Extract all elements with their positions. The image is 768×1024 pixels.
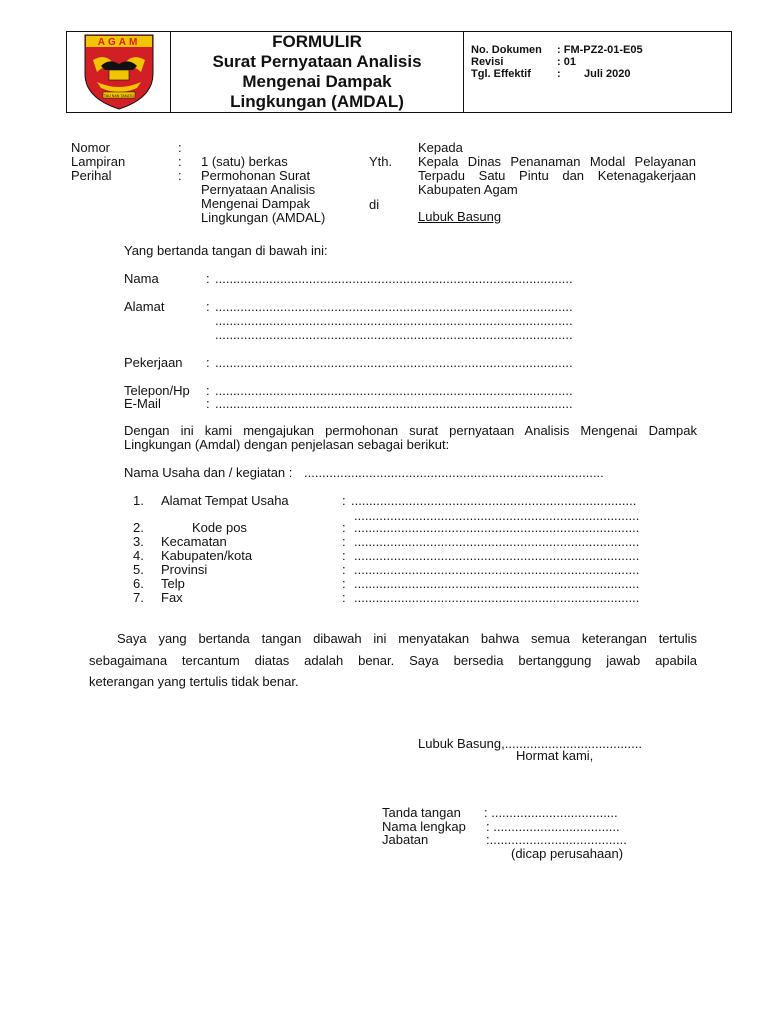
- form-title-line-2: Surat Pernyataan Analisis: [212, 52, 422, 71]
- telepon-label: Telepon/Hp: [124, 383, 190, 398]
- emblem-text: AGAM: [97, 37, 141, 48]
- alamat-usaha-field-1[interactable]: ...............................................................................: [351, 494, 637, 508]
- nomor-colon: :: [178, 140, 182, 155]
- alamat-field-1[interactable]: ...................................................................................................: [215, 300, 573, 314]
- effective-date-value: Juli 2020: [584, 68, 631, 80]
- nama-label: Nama: [124, 271, 159, 286]
- kecamatan-field[interactable]: ...............................................................................: [354, 535, 640, 549]
- alamat-usaha-field-2[interactable]: ...............................................................................: [354, 509, 640, 523]
- statement-line-3: keterangan yang tertulis tidak benar.: [89, 674, 299, 689]
- business-item-label: Telp: [161, 576, 185, 591]
- email-colon: :: [206, 396, 210, 411]
- alamat-field-2[interactable]: ...................................................................................................: [215, 314, 573, 328]
- perihal-colon: :: [178, 168, 182, 183]
- business-item-label: Fax: [161, 590, 183, 605]
- business-name-field[interactable]: ...................................................................................: [304, 466, 604, 480]
- doc-number-value: : FM-PZ2-01-E05: [557, 44, 643, 56]
- nama-field[interactable]: ...................................................................................................: [215, 272, 573, 286]
- business-item-colon: :: [342, 562, 346, 577]
- request-line-2: Lingkungan (Amdal) dengan penjelasan sebagai berikut:: [124, 437, 450, 452]
- document-header: [66, 31, 732, 113]
- nama-colon: :: [206, 271, 210, 286]
- closing-text: Hormat kami,: [516, 748, 594, 763]
- request-line-1: Dengan ini kami mengajukan permohonan surat pernyataan Analisis Mengenai Dampak: [124, 423, 697, 438]
- alamat-label: Alamat: [124, 299, 165, 314]
- effective-date-label: Tgl. Effektif: [471, 68, 531, 80]
- business-item-num: 3.: [133, 534, 144, 549]
- kode-pos-field[interactable]: ...............................................................................: [354, 521, 640, 535]
- telp-field[interactable]: ...............................................................................: [354, 577, 640, 591]
- business-item-label: Kabupaten/kota: [161, 548, 253, 563]
- kabupaten-field[interactable]: ...............................................................................: [354, 549, 640, 563]
- business-item-num: 2.: [133, 520, 144, 535]
- place-date-line: Lubuk Basung,......................................: [418, 736, 642, 751]
- perihal-line-3: Mengenai Dampak: [201, 196, 311, 211]
- business-item-label: Kecamatan: [161, 534, 227, 549]
- business-item-label: Provinsi: [161, 562, 208, 577]
- nama-lengkap-label: Nama lengkap: [382, 819, 466, 834]
- alamat-colon: :: [206, 299, 210, 314]
- business-item-colon: :: [342, 534, 346, 549]
- business-item-label: Kode pos: [192, 520, 247, 535]
- effective-date-colon: :: [557, 68, 561, 80]
- lampiran-label: Lampiran: [71, 154, 126, 169]
- stamp-note: (dicap perusahaan): [511, 846, 624, 861]
- business-item-colon: :: [342, 590, 346, 605]
- logo-cell: [67, 32, 171, 112]
- alamat-field-3[interactable]: ...................................................................................................: [215, 328, 573, 342]
- jabatan-field[interactable]: :......................................: [486, 832, 627, 847]
- business-item-num: 4.: [133, 548, 144, 563]
- intro-text: Yang bertanda tangan di bawah ini:: [124, 243, 328, 258]
- provinsi-field[interactable]: ...............................................................................: [354, 563, 640, 577]
- pekerjaan-field[interactable]: ...................................................................................................: [215, 356, 573, 370]
- recipient-line-3: Kabupaten Agam: [418, 182, 518, 197]
- statement-line-1: Saya yang bertanda tangan dibawah ini menyatakan bahwa semua keterangan tertulis: [117, 631, 697, 646]
- business-item-colon: :: [342, 493, 346, 508]
- revisi-value: : 01: [557, 56, 576, 68]
- tanda-tangan-label: Tanda tangan: [382, 805, 461, 820]
- lampiran-value: 1 (satu) berkas: [201, 154, 288, 169]
- perihal-line-2: Pernyataan Analisis: [201, 182, 316, 197]
- business-item-num: 7.: [133, 590, 144, 605]
- kepada-label: Kepada: [418, 140, 463, 155]
- lampiran-colon: :: [178, 154, 182, 169]
- recipient-place: Lubuk Basung: [418, 209, 502, 224]
- perihal-line-4: Lingkungan (AMDAL): [201, 210, 326, 225]
- business-item-colon: :: [342, 520, 346, 535]
- nomor-label: Nomor: [71, 140, 111, 155]
- telepon-colon: :: [206, 383, 210, 398]
- yth-label: Yth.: [369, 154, 393, 169]
- pekerjaan-colon: :: [206, 355, 210, 370]
- email-label: E-Mail: [124, 396, 161, 411]
- business-name-label: Nama Usaha dan / kegiatan :: [124, 465, 293, 480]
- business-item-label: Alamat Tempat Usaha: [161, 493, 289, 508]
- telepon-field[interactable]: ...................................................................................................: [215, 384, 573, 398]
- perihal-label: Perihal: [71, 168, 112, 183]
- business-item-colon: :: [342, 548, 346, 563]
- di-label: di: [369, 197, 380, 212]
- nama-lengkap-field[interactable]: : ...................................: [486, 819, 620, 834]
- fax-field[interactable]: ...............................................................................: [354, 591, 640, 605]
- pekerjaan-label: Pekerjaan: [124, 355, 183, 370]
- recipient-line-1: Kepala Dinas Penanaman Modal Pelayanan: [418, 154, 696, 169]
- jabatan-label: Jabatan: [382, 832, 429, 847]
- email-field[interactable]: ...................................................................................................: [215, 397, 573, 411]
- emblem-motto: TAU NAN TAKATO: [103, 94, 135, 98]
- form-title-line-4: Lingkungan (AMDAL): [230, 92, 404, 111]
- agam-regency-emblem: [67, 32, 170, 112]
- form-title-line-3: Mengenai Dampak: [242, 72, 392, 91]
- recipient-line-2: Terpadu Satu Pintu dan Ketenagakerjaan: [418, 168, 696, 183]
- doc-number-label: No. Dokumen: [471, 44, 542, 56]
- business-item-num: 6.: [133, 576, 144, 591]
- document-meta-cell: [464, 32, 731, 112]
- business-item-num: 1.: [133, 493, 144, 508]
- revisi-label: Revisi: [471, 56, 504, 68]
- business-item-num: 5.: [133, 562, 144, 577]
- tanda-tangan-field[interactable]: : ...................................: [484, 805, 618, 820]
- form-title-cell: [171, 32, 464, 112]
- business-item-colon: :: [342, 576, 346, 591]
- perihal-line-1: Permohonan Surat: [201, 168, 311, 183]
- form-title-line-1: FORMULIR: [272, 32, 362, 51]
- statement-line-2: sebagaimana tercantum diatas adalah benar. Saya bersedia bertanggung jawab apabila: [89, 653, 697, 668]
